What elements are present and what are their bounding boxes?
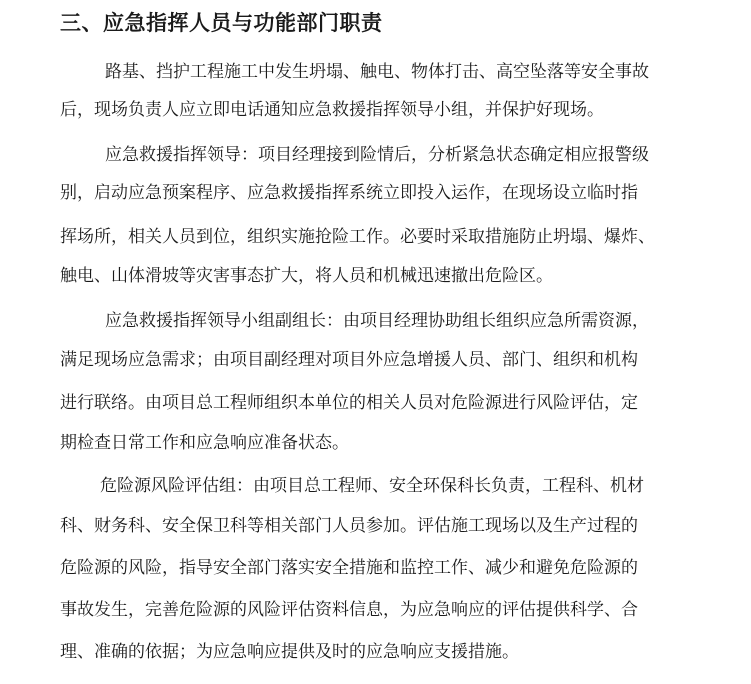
- paragraph-4-line-1: 危险源风险评估组：由项目总工程师、安全环保科长负责，工程科、机材: [100, 476, 644, 496]
- paragraph-4-line-4: 事故发生，完善危险源的风险评估资料信息，为应急响应的评估提供科学、合: [60, 600, 638, 620]
- paragraph-2-line-2: 别，启动应急预案程序、应急救援指挥系统立即投入运作，在现场设立临时指: [60, 183, 638, 203]
- paragraph-2-line-4: 触电、山体滑坡等灾害事态扩大，将人员和机械迅速撤出危险区。: [60, 266, 553, 286]
- paragraph-4-line-2: 科、财务科、安全保卫科等相关部门人员参加。评估施工现场以及生产过程的: [60, 516, 638, 536]
- section-heading: 三、应急指挥人员与功能部门职责: [60, 11, 383, 35]
- paragraph-3-line-4: 期检查日常工作和应急响应准备状态。: [60, 433, 349, 453]
- paragraph-1-line-1: 路基、挡护工程施工中发生坍塌、触电、物体打击、高空坠落等安全事故: [105, 62, 649, 82]
- paragraph-3-line-1: 应急救援指挥领导小组副组长：由项目经理协助组长组织应急所需资源，: [105, 311, 649, 331]
- paragraph-4-line-5: 理、准确的依据；为应急响应提供及时的应急响应支援措施。: [60, 642, 519, 662]
- paragraph-1-line-2: 后，现场负责人应立即电话通知应急救援指挥领导小组，并保护好现场。: [60, 100, 604, 120]
- paragraph-2-line-1: 应急救援指挥领导：项目经理接到险情后，分析紧急状态确定相应报警级: [105, 145, 649, 165]
- paragraph-2-line-3: 挥场所，相关人员到位，组织实施抢险工作。必要时采取措施防止坍塌、爆炸、: [60, 227, 655, 247]
- paragraph-3-line-3: 进行联络。由项目总工程师组织本单位的相关人员对危险源进行风险评估，定: [60, 393, 638, 413]
- paragraph-4-line-3: 危险源的风险，指导安全部门落实安全措施和监控工作、减少和避免危险源的: [60, 558, 638, 578]
- paragraph-3-line-2: 满足现场应急需求；由项目副经理对项目外应急增援人员、部门、组织和机构: [60, 350, 638, 370]
